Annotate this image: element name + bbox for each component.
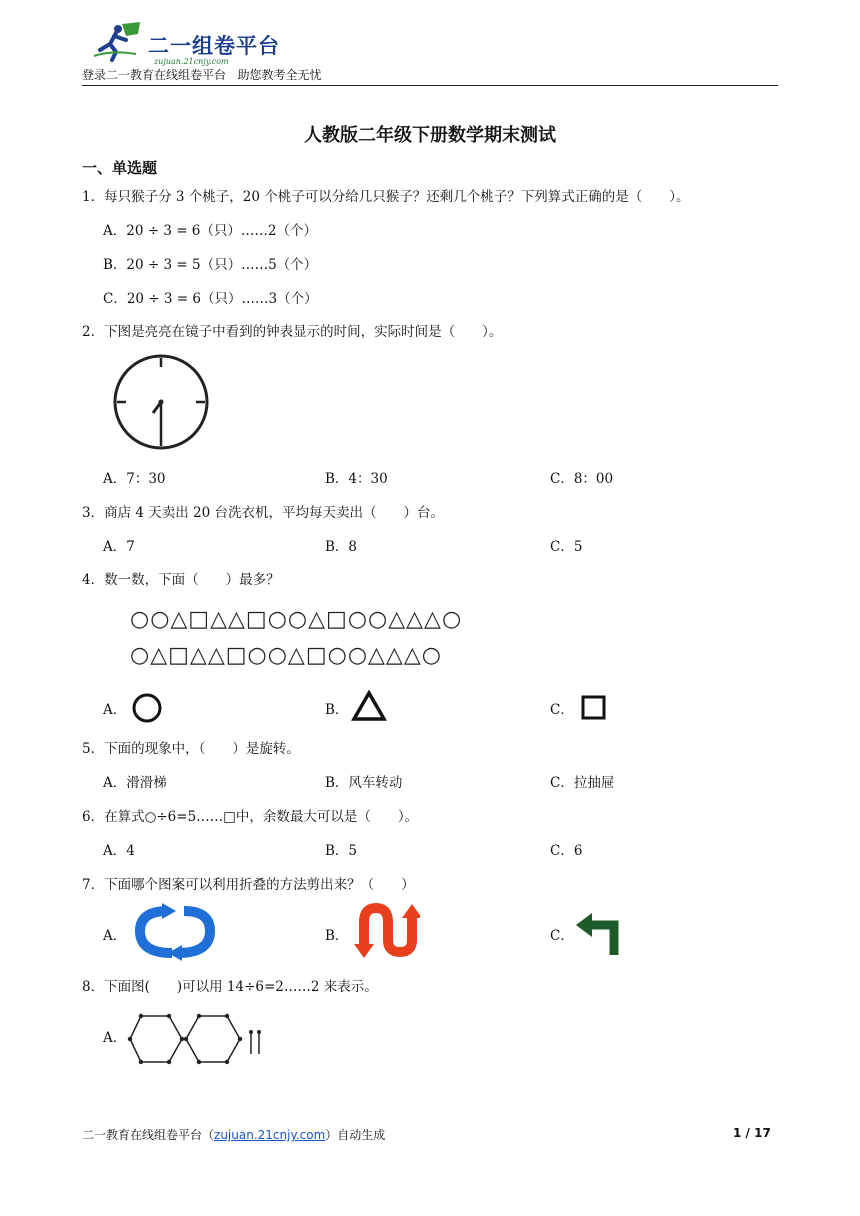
q6-option-b[interactable]: B．5 [325,843,358,859]
option-label: B． [325,702,349,718]
option-label: A． [103,1030,127,1046]
q7-option-a[interactable] [103,924,126,944]
question-text: 商店 4 天卖出 20 台洗衣机，平均每天卖出（ ）台。 [104,505,445,521]
q7-option-c[interactable] [550,924,574,944]
q5-option-b[interactable]: B．风车转动 [325,775,403,791]
question-text: 数一数，下面（ ）最多？ [104,572,280,588]
runner-logo-icon [92,20,148,62]
circle-icon [130,692,164,724]
footer-source [82,1126,385,1143]
header-slogan: 登录二一教育在线组卷平台 助您教考全无忧 [82,68,322,82]
question-text: 在算式○÷6=5……□中，余数最大可以是（ ）。 [104,809,419,825]
shape-row-2: ○△□△△□○○△□○○△△△○ [130,643,442,668]
question-5 [82,737,300,757]
mirrored-clock-icon [110,353,212,451]
shape-row-1: ○○△□△△□○○△□○○△△△○ [130,607,463,632]
question-text: 下面图( )可以用 14÷6=2……2 来表示。 [104,979,378,995]
q5-option-c[interactable]: C．拉抽屉 [550,775,615,791]
question-number: 4． [82,572,105,588]
logo-text: 二一组卷平台 [148,34,280,58]
question-number: 1． [82,189,105,205]
q5-option-a[interactable]: A．滑滑梯 [103,775,167,791]
page-number: 1 / 17 [733,1126,771,1140]
q3-option-b[interactable]: B．8 [325,539,358,555]
question-7 [82,873,415,893]
footer-suffix: ）自动生成 [325,1128,386,1142]
footer-link[interactable]: zujuan.21cnjy.com [214,1128,326,1142]
question-3 [82,501,444,521]
q1-option-c[interactable]: C．20 ÷ 3 = 6（只）……3（个） [103,291,318,307]
q1-option-a[interactable]: A．20 ÷ 3 = 6（只）……2（个） [103,223,317,239]
question-number: 3． [82,505,105,521]
blue-circular-arrows-icon [132,903,218,961]
question-4 [82,568,280,588]
q6-option-a[interactable]: A．4 [103,843,135,859]
q2-option-a[interactable]: A．7：30 [103,471,166,487]
stick-hexagons-figure [126,1012,268,1066]
green-turn-arrow-icon [574,903,624,959]
question-text: 下图是亮亮在镜子中看到的钟表显示的时间，实际时间是（ ）。 [104,324,503,340]
q2-option-b[interactable]: B．4：30 [325,471,388,487]
question-number: 5． [82,741,105,757]
header-divider [82,85,778,86]
q3-option-c[interactable]: C．5 [550,539,583,555]
page-title: 人教版二年级下册数学期末测试 [304,125,556,146]
q1-option-b[interactable]: B．20 ÷ 3 = 5（只）……5（个） [103,257,318,273]
question-6 [82,805,418,825]
option-label: A． [103,928,127,944]
logo-subtext: zujuan.21cnjy.com [154,57,229,66]
q2-option-c[interactable]: C．8：00 [550,471,614,487]
question-8 [82,975,378,995]
question-number: 7． [82,877,105,893]
red-uturn-arrows-icon [352,900,420,962]
triangle-icon [351,690,387,722]
question-text: 每只猴子分 3 个桃子，20 个桃子可以分给几只猴子？还剩几个桃子？下列算式正确的是（ ）。 [104,189,690,205]
q8-option-a[interactable] [103,1026,126,1046]
q7-option-b[interactable] [325,924,348,944]
option-label: C． [550,928,574,944]
question-number: 8． [82,979,105,995]
square-icon [580,694,608,722]
option-label: A． [103,702,127,718]
q4-option-a[interactable] [103,698,126,718]
q4-option-b[interactable] [325,698,348,718]
q4-option-c[interactable] [550,698,574,718]
question-2 [82,320,502,340]
q6-option-c[interactable]: C．6 [550,843,583,859]
option-label: C． [550,702,574,718]
question-text: 下面的现象中，（ ）是旋转。 [104,741,300,757]
question-number: 2． [82,324,105,340]
q3-option-a[interactable]: A．7 [103,539,135,555]
question-text: 下面哪个图案可以利用折叠的方法剪出来？（ ） [104,877,415,893]
section-heading: 一、单选题 [82,159,158,177]
option-label: B． [325,928,349,944]
question-number: 6． [82,809,105,825]
question-1 [82,185,689,205]
footer-prefix: 二一教育在线组卷平台（ [82,1128,215,1142]
